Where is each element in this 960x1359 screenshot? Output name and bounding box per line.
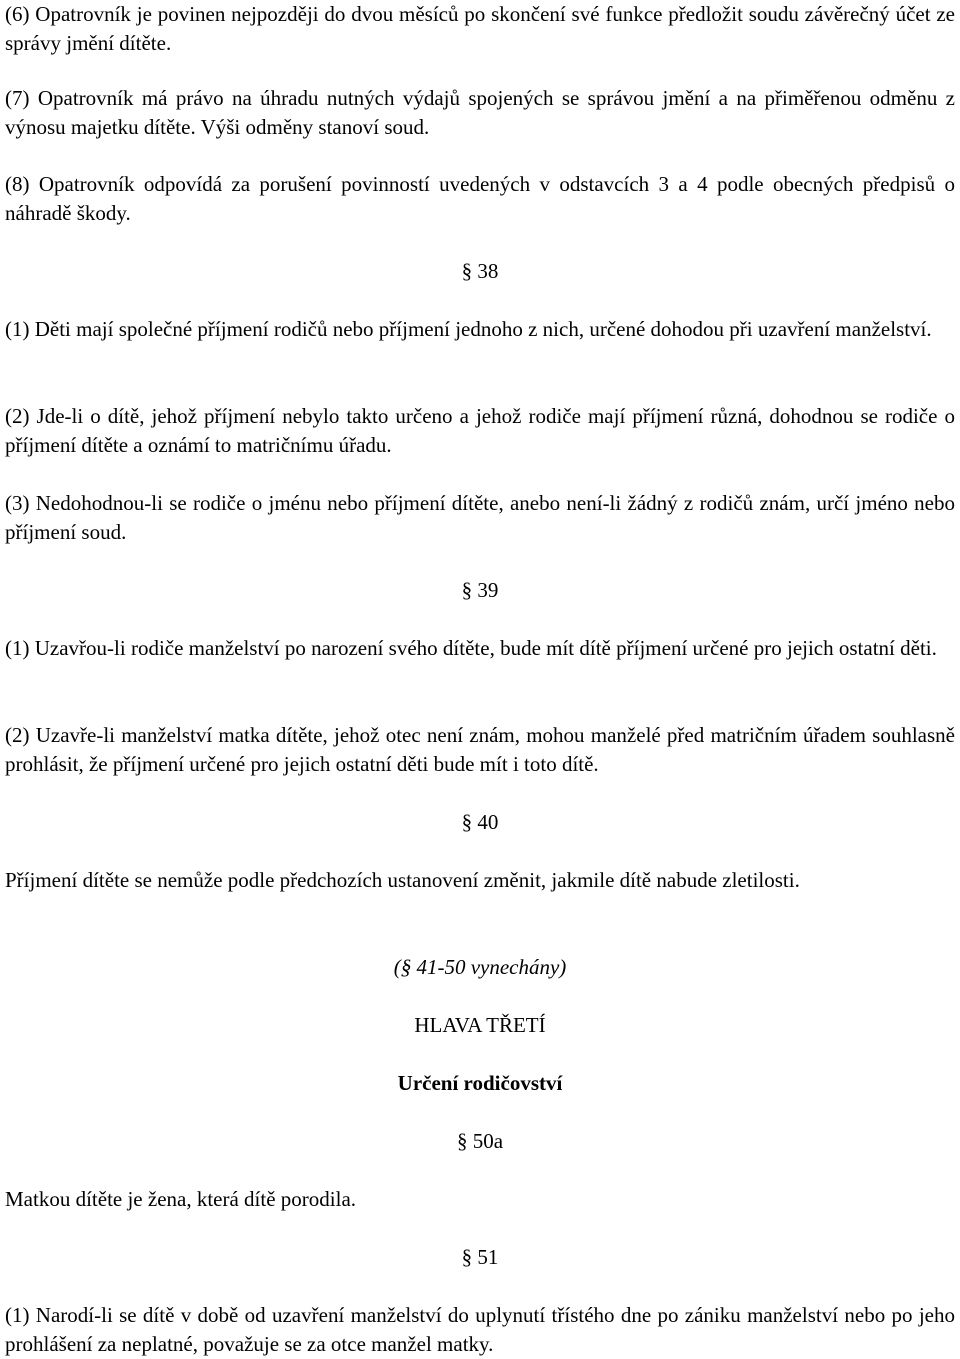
- section-heading-39: § 39: [461, 578, 499, 602]
- paragraph-s38-2: (2) Jde-li o dítě, jehož příjmení nebylo takto určeno a jehož rodiče mají příjmení různá, dohodnou se rodiče o příjmení dítěte a oznámí to matričnímu úřadu.: [5, 404, 955, 457]
- section-heading-40: § 40: [461, 810, 499, 834]
- section-heading-50a: § 50a: [456, 1129, 504, 1153]
- paragraph-opatrovnik-7: (7) Opatrovník má právo na úhradu nutných výdajů spojených se správou jmění a na přiměřenou odměnu z výnosu majetku dítěte. Výši odměny stanoví soud.: [5, 86, 955, 139]
- section-heading-51: § 51: [461, 1245, 499, 1269]
- paragraph-s51-1: (1) Narodí-li se dítě v době od uzavření manželství do uplynutí třístého dne po zániku manželství nebo po jeho prohlášení za neplatné, považuje se za otce manžel matky.: [5, 1303, 955, 1356]
- paragraph-s39-1: (1) Uzavřou-li rodiče manželství po narození svého dítěte, bude mít dítě příjmení určené pro jejich ostatní děti.: [5, 636, 937, 660]
- section-heading-38: § 38: [461, 259, 499, 283]
- paragraph-s38-3: (3) Nedohodnou-li se rodiče o jménu nebo příjmení dítěte, anebo není-li žádný z rodičů znám, určí jméno nebo příjmení soud.: [5, 491, 955, 544]
- paragraph-s38-1: (1) Děti mají společné příjmení rodičů nebo příjmení jednoho z nich, určené dohodou při uzavření manželství.: [5, 317, 932, 341]
- paragraph-s39-2: (2) Uzavře-li manželství matka dítěte, jehož otec není znám, mohou manželé před matričním úřadem souhlasně prohlásit, že příjmení určené pro jejich ostatní děti bude mít i toto dítě.: [5, 723, 955, 776]
- omitted-sections-note: (§ 41-50 vynechány): [393, 955, 567, 979]
- paragraph-opatrovnik-8: (8) Opatrovník odpovídá za porušení povinností uvedených v odstavcích 3 a 4 podle obecných předpisů o náhradě škody.: [5, 172, 955, 225]
- chapter-heading: HLAVA TŘETÍ: [414, 1013, 546, 1037]
- paragraph-s50a: Matkou dítěte je žena, která dítě porodila.: [5, 1187, 357, 1211]
- paragraph-s40: Příjmení dítěte se nemůže podle předchozích ustanovení změnit, jakmile dítě nabude zletilosti.: [5, 868, 800, 892]
- paragraph-opatrovnik-6: (6) Opatrovník je povinen nejpozději do dvou měsíců po skončení své funkce předložit soudu závěrečný účet ze správy jmění dítěte.: [5, 2, 955, 55]
- chapter-title: Určení rodičovství: [397, 1071, 563, 1095]
